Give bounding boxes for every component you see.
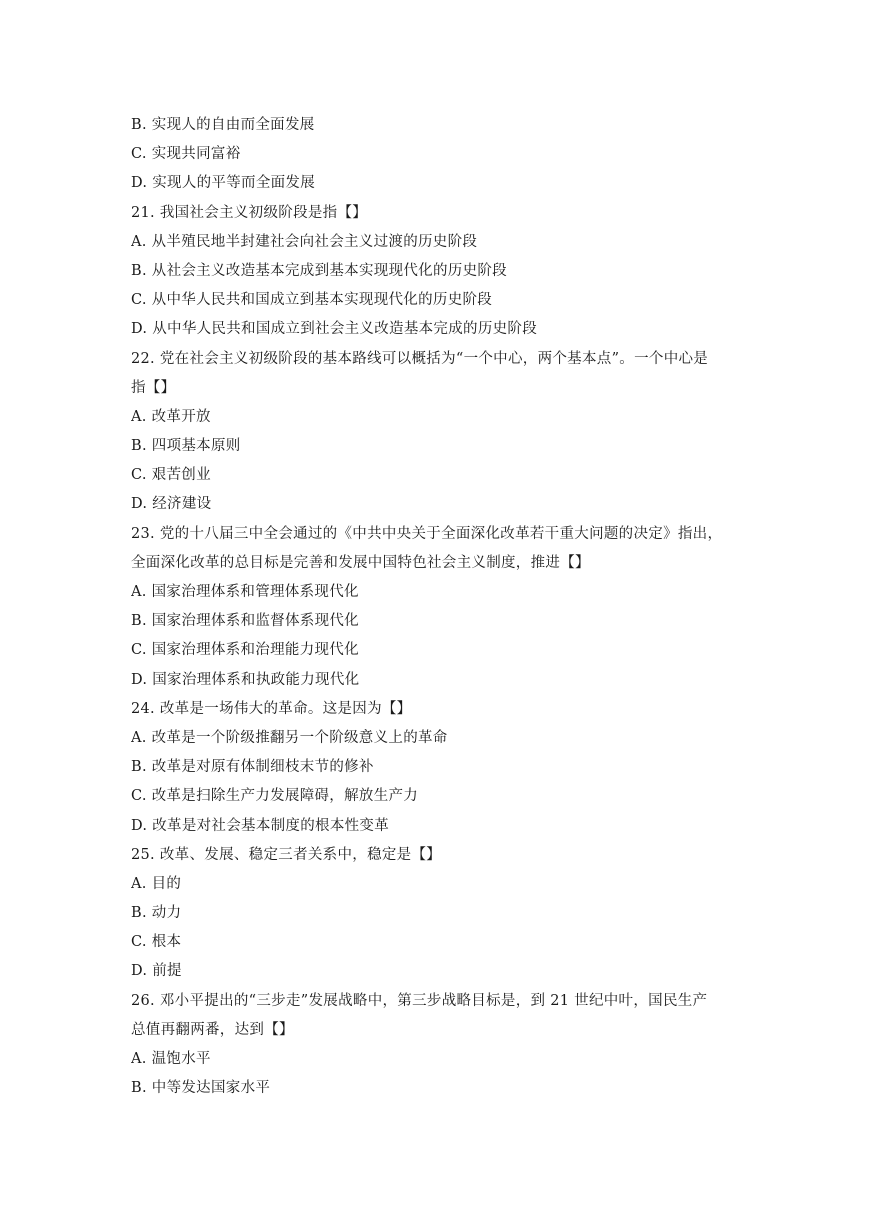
question-line: 23. 党的十八届三中全会通过的《中共中央关于全面深化改革若干重大问题的决定》指出， [131,525,723,542]
option-line: B. 从社会主义改造基本完成到基本实现现代化的历史阶段 [131,262,507,279]
option-line: A. 改革是一个阶级推翻另一个阶级意义上的革命 [131,729,448,746]
question-line: 总值再翻两番，达到【】 [131,1021,294,1038]
option-line: D. 改革是对社会基本制度的根本性变革 [131,817,390,834]
question-line: 25. 改革、发展、稳定三者关系中，稳定是【】 [131,846,442,863]
option-line: B. 实现人的自由而全面发展 [131,117,315,133]
option-line: B. 动力 [131,905,182,922]
option-line: D. 经济建设 [131,496,212,513]
option-line: C. 国家治理体系和治理能力现代化 [131,642,359,659]
option-line: B. 中等发达国家水平 [131,1080,271,1097]
option-line: D. 从中华人民共和国成立到社会主义改造基本完成的历史阶段 [131,321,538,338]
option-line: A. 从半殖民地半封建社会向社会主义过渡的历史阶段 [131,233,478,250]
option-line: C. 根本 [131,934,182,951]
option-line: C. 实现共同富裕 [131,146,241,163]
option-line: A. 改革开放 [131,408,211,425]
option-line: B. 四项基本原则 [131,438,241,455]
option-line: D. 前提 [131,963,182,980]
option-line: B. 改革是对原有体制细枝末节的修补 [131,759,374,776]
option-line: A. 温饱水平 [131,1051,211,1067]
document-body [131,111,739,1103]
question-line: 指【】 [131,379,176,396]
question-line: 全面深化改革的总目标是完善和发展中国特色社会主义制度，推进【】 [131,554,590,571]
option-line: D. 国家治理体系和执政能力现代化 [131,671,360,688]
option-line: C. 艰苦创业 [131,467,211,484]
option-line: A. 国家治理体系和管理体系现代化 [131,584,359,600]
question-line: 22. 党在社会主义初级阶段的基本路线可以概括为“一个中心，两个基本点”。一个中心是 [131,350,709,367]
question-line: 26. 邓小平提出的“三步走”发展战略中，第三步战略目标是，到 21 世纪中叶，国民生产 [131,992,708,1009]
option-line: A. 目的 [131,875,182,892]
question-line: 21. 我国社会主义初级阶段是指【】 [131,204,368,221]
question-line: 24. 改革是一场伟大的革命。这是因为【】 [131,700,412,717]
option-line: B. 国家治理体系和监督体系现代化 [131,613,359,630]
option-line: C. 改革是扫除生产力发展障碍，解放生产力 [131,788,419,805]
option-line: D. 实现人的平等而全面发展 [131,175,316,192]
option-line: C. 从中华人民共和国成立到基本实现现代化的历史阶段 [131,292,493,309]
